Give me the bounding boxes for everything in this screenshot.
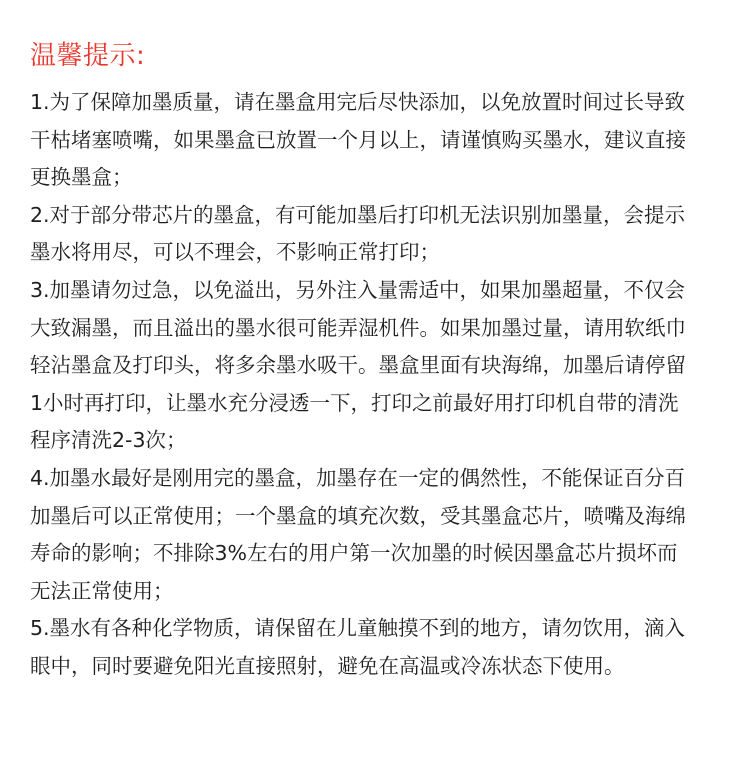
notice-line: 2.对于部分带芯片的墨盒，有可能加墨后打印机无法识别加墨量，会提示: [30, 202, 686, 227]
notice-line: 更换墨盒；: [30, 165, 133, 190]
notice-line: 轻沾墨盒及打印头，将多余墨水吸干。墨盒里面有块海绵，加墨后请停留: [30, 353, 686, 378]
notice-line: 眼中，同时要避免阳光直接照射，避免在高温或冷冻状态下使用。: [30, 653, 625, 678]
notice-line: 大致漏墨，而且溢出的墨水很可能弄湿机件。如果加墨过量，请用软纸巾: [30, 315, 686, 340]
notice-line: 1.为了保障加墨质量，请在墨盒用完后尽快添加，以免放置时间过长导致: [30, 90, 686, 114]
notice-line: 墨水将用尽，可以不理会，不影响正常打印；: [30, 240, 440, 265]
notice-line: 1小时再打印，让墨水充分浸透一下，打印之前最好用打印机自带的清洗: [30, 390, 679, 415]
notice-body: [30, 84, 730, 686]
notice-line: 干枯堵塞喷嘴，如果墨盒已放置一个月以上，请谨慎购买墨水，建议直接: [30, 127, 686, 152]
notice-line: 程序清洗2-3次；: [30, 428, 187, 453]
notice-line: 3.加墨请勿过急，以免溢出，另外注入量需适中，如果加墨超量，不仅会: [30, 277, 686, 302]
notice-title: 温馨提示:: [30, 41, 146, 71]
notice-line: 5.墨水有各种化学物质，请保留在儿童触摸不到的地方，请勿饮用，滴入: [30, 616, 686, 641]
notice-section: [30, 38, 730, 686]
notice-line: 加墨后可以正常使用；一个墨盒的填充次数，受其墨盒芯片，喷嘴及海绵: [30, 503, 686, 528]
notice-line: 4.加墨水最好是刚用完的墨盒，加墨存在一定的偶然性，不能保证百分百: [30, 465, 686, 490]
notice-line: 寿命的影响；不排除3%左右的用户第一次加墨的时候因墨盒芯片损坏而: [30, 541, 678, 566]
notice-line: 无法正常使用；: [30, 578, 174, 603]
